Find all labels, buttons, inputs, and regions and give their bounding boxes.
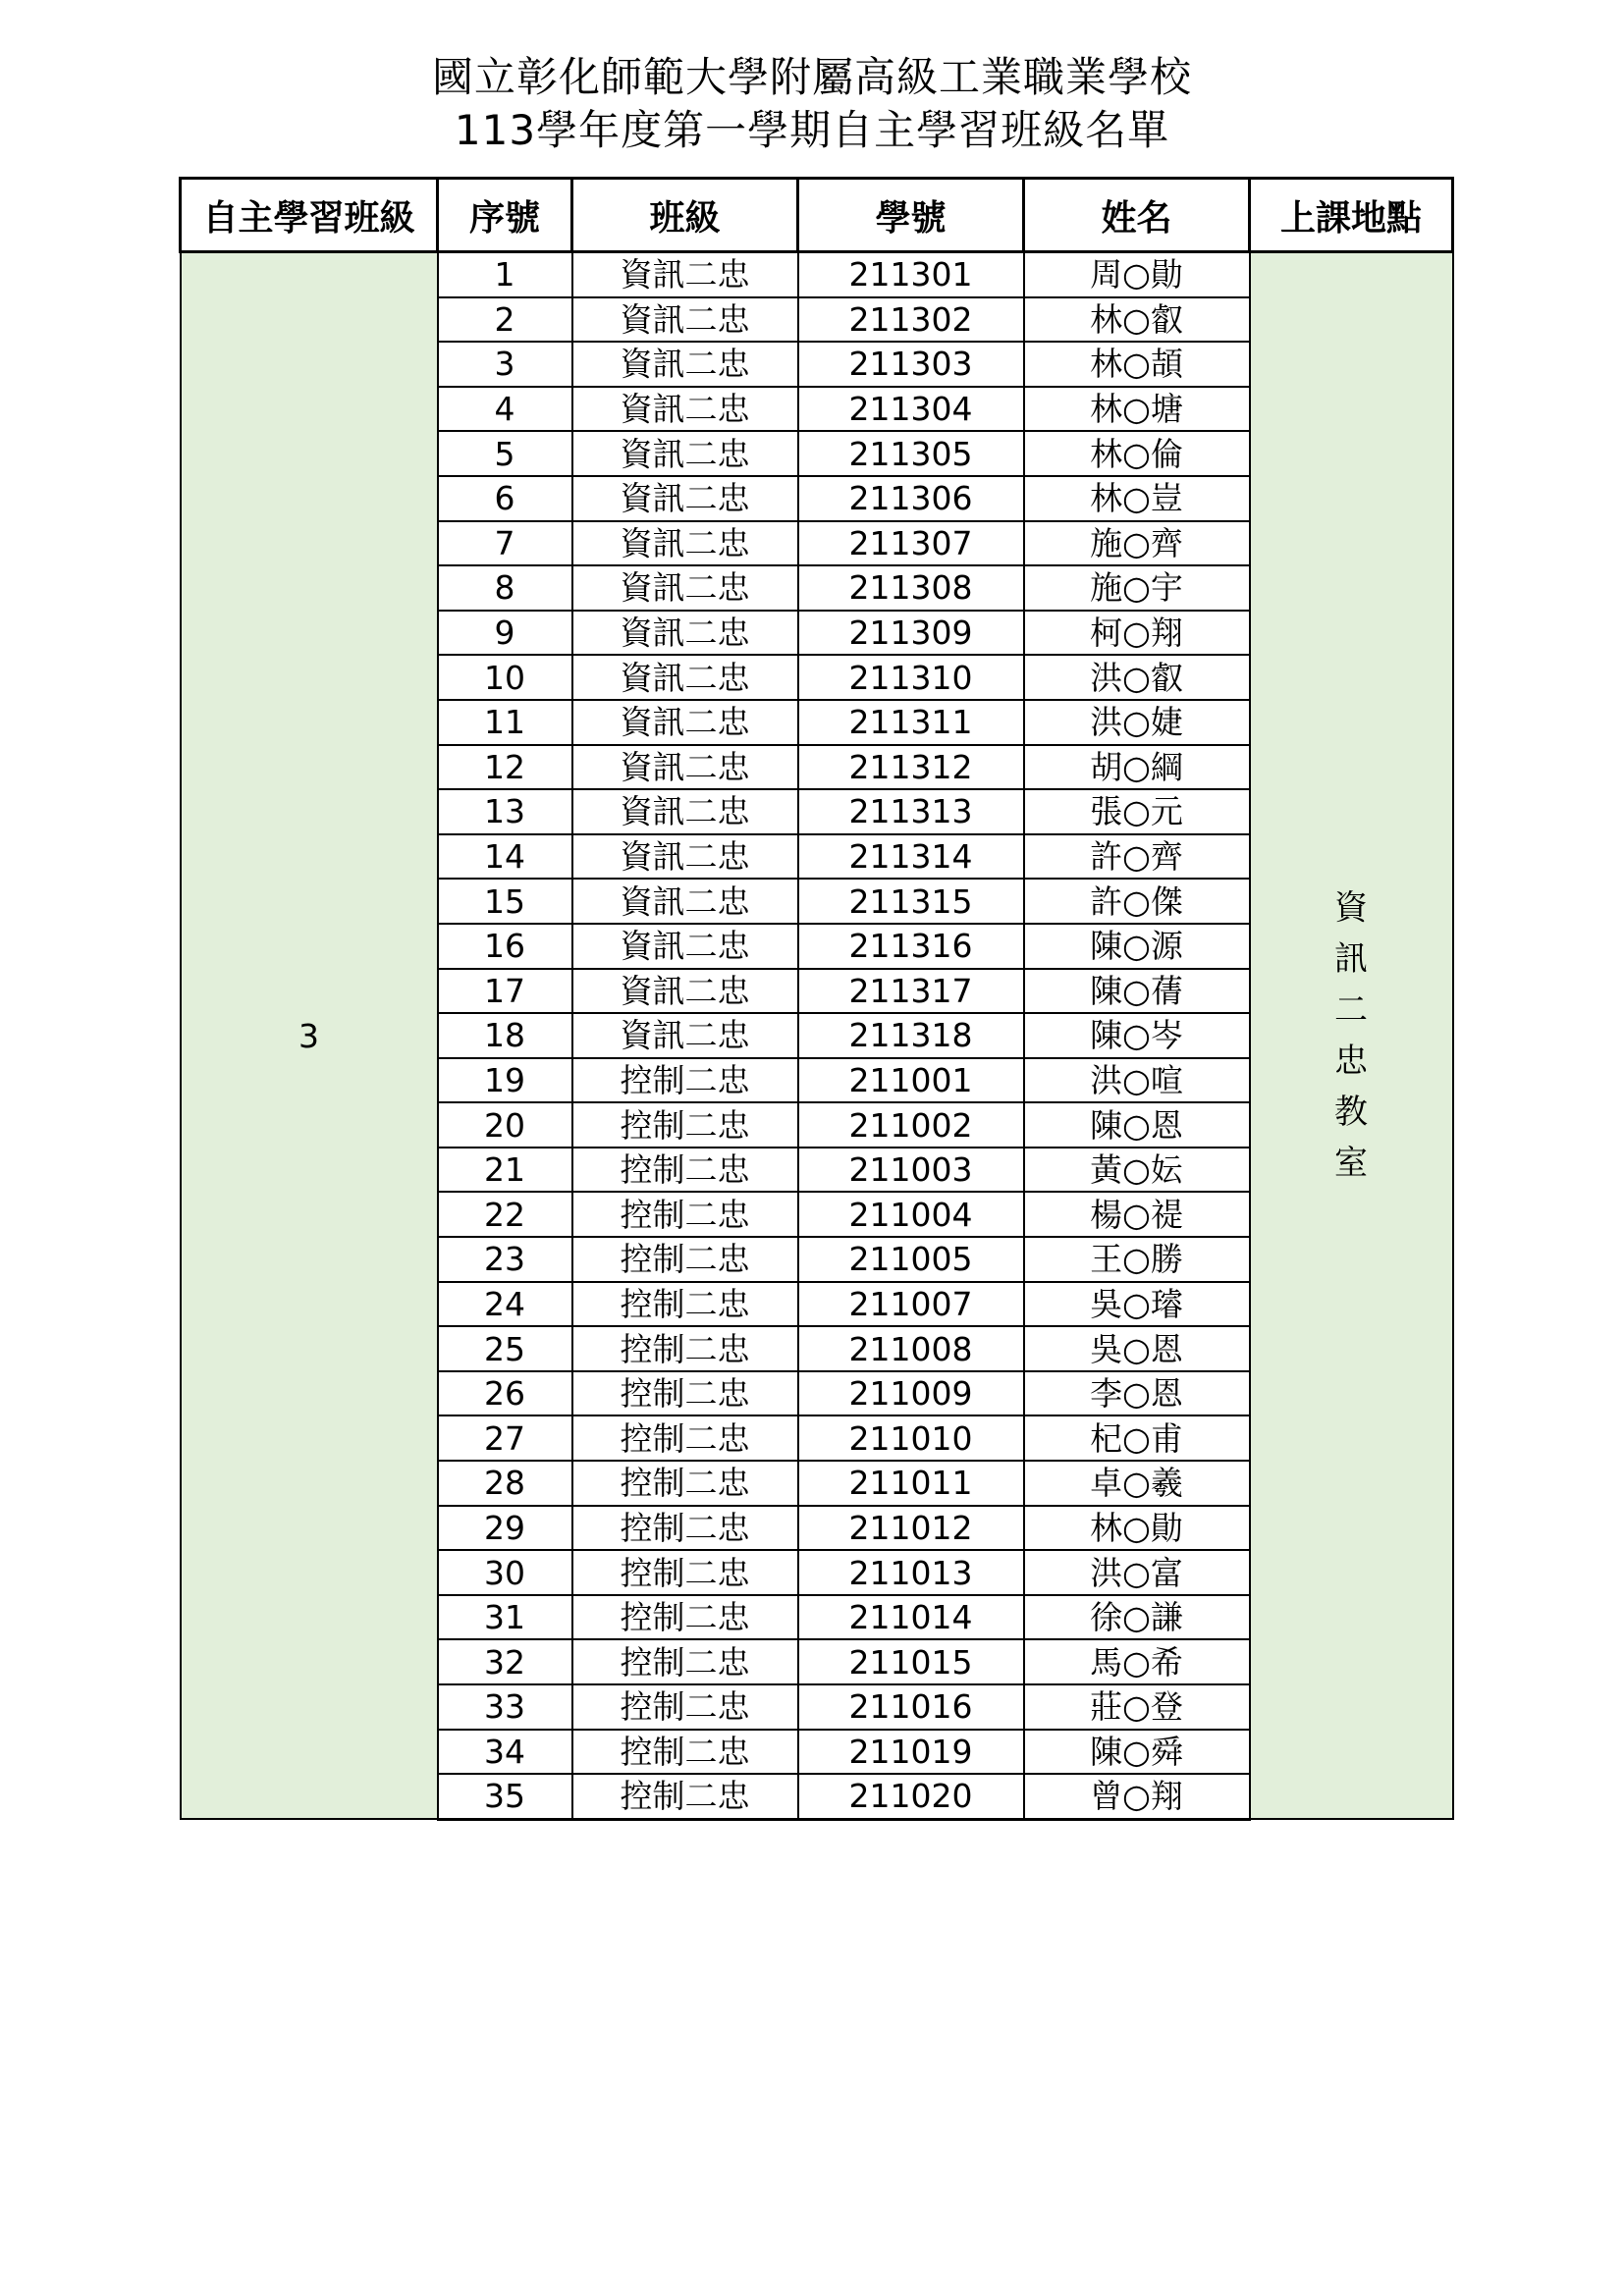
cell-class: 控制二忠 — [572, 1730, 798, 1775]
cell-name: 施○宇 — [1024, 565, 1250, 611]
location-cell — [1250, 252, 1453, 1820]
cell-name: 吳○璿 — [1024, 1282, 1250, 1327]
cell-student-id: 211303 — [798, 342, 1024, 387]
cell-number: 32 — [438, 1639, 572, 1684]
cell-number: 35 — [438, 1774, 572, 1819]
cell-class: 控制二忠 — [572, 1461, 798, 1506]
cell-student-id: 211311 — [798, 700, 1024, 745]
cell-name: 杞○甫 — [1024, 1415, 1250, 1461]
cell-student-id: 211015 — [798, 1639, 1024, 1684]
cell-class: 資訊二忠 — [572, 834, 798, 880]
cell-class: 資訊二忠 — [572, 1013, 798, 1058]
cell-number: 22 — [438, 1192, 572, 1237]
header-group: 自主學習班級 — [181, 179, 438, 252]
cell-class: 控制二忠 — [572, 1192, 798, 1237]
cell-class: 資訊二忠 — [572, 476, 798, 521]
cell-name: 林○勛 — [1024, 1506, 1250, 1551]
cell-name: 陳○源 — [1024, 924, 1250, 969]
cell-student-id: 211308 — [798, 565, 1024, 611]
group-cell: 3 — [181, 252, 438, 1820]
cell-name: 許○傑 — [1024, 879, 1250, 924]
cell-student-id: 211306 — [798, 476, 1024, 521]
cell-number: 16 — [438, 924, 572, 969]
cell-name: 林○塘 — [1024, 387, 1250, 432]
cell-number: 7 — [438, 521, 572, 566]
cell-name: 王○勝 — [1024, 1237, 1250, 1282]
cell-student-id: 211315 — [798, 879, 1024, 924]
cell-number: 21 — [438, 1148, 572, 1193]
cell-class: 資訊二忠 — [572, 297, 798, 343]
cell-student-id: 211008 — [798, 1326, 1024, 1371]
cell-student-id: 211004 — [798, 1192, 1024, 1237]
cell-student-id: 211020 — [798, 1774, 1024, 1819]
cell-class: 控制二忠 — [572, 1506, 798, 1551]
cell-name: 馬○希 — [1024, 1639, 1250, 1684]
cell-student-id: 211302 — [798, 297, 1024, 343]
header-student-id: 學號 — [798, 179, 1024, 252]
cell-name: 林○倫 — [1024, 431, 1250, 476]
location-char: 訊 — [1334, 939, 1368, 980]
cell-class: 資訊二忠 — [572, 655, 798, 700]
cell-class: 資訊二忠 — [572, 565, 798, 611]
cell-name: 洪○叡 — [1024, 655, 1250, 700]
list-title: 113學年度第一學期自主學習班級名單 — [454, 106, 1170, 154]
cell-class: 控制二忠 — [572, 1371, 798, 1416]
cell-student-id: 211019 — [798, 1730, 1024, 1775]
cell-name: 張○元 — [1024, 789, 1250, 834]
cell-number: 19 — [438, 1058, 572, 1103]
cell-name: 林○豈 — [1024, 476, 1250, 521]
header-row — [181, 179, 1453, 252]
header-number: 序號 — [438, 179, 572, 252]
cell-name: 洪○富 — [1024, 1550, 1250, 1595]
table-body — [181, 252, 1453, 1820]
cell-class: 控制二忠 — [572, 1237, 798, 1282]
cell-number: 10 — [438, 655, 572, 700]
cell-class: 控制二忠 — [572, 1684, 798, 1730]
cell-number: 3 — [438, 342, 572, 387]
cell-student-id: 211304 — [798, 387, 1024, 432]
cell-class: 控制二忠 — [572, 1639, 798, 1684]
cell-class: 資訊二忠 — [572, 924, 798, 969]
cell-name: 卓○羲 — [1024, 1461, 1250, 1506]
location-char: 忠 — [1334, 1041, 1368, 1082]
cell-class: 資訊二忠 — [572, 745, 798, 790]
cell-number: 23 — [438, 1237, 572, 1282]
cell-student-id: 211009 — [798, 1371, 1024, 1416]
cell-name: 徐○謙 — [1024, 1595, 1250, 1640]
document-title — [0, 51, 1624, 157]
cell-student-id: 211007 — [798, 1282, 1024, 1327]
cell-number: 24 — [438, 1282, 572, 1327]
cell-student-id: 211317 — [798, 969, 1024, 1014]
cell-name: 李○恩 — [1024, 1371, 1250, 1416]
cell-class: 資訊二忠 — [572, 342, 798, 387]
location-char: 室 — [1334, 1144, 1368, 1184]
cell-number: 33 — [438, 1684, 572, 1730]
cell-class: 資訊二忠 — [572, 431, 798, 476]
cell-name: 黃○妘 — [1024, 1148, 1250, 1193]
cell-number: 2 — [438, 297, 572, 343]
cell-student-id: 211301 — [798, 252, 1024, 297]
cell-student-id: 211010 — [798, 1415, 1024, 1461]
cell-student-id: 211011 — [798, 1461, 1024, 1506]
cell-class: 資訊二忠 — [572, 521, 798, 566]
cell-number: 18 — [438, 1013, 572, 1058]
cell-class: 資訊二忠 — [572, 611, 798, 656]
cell-student-id: 211014 — [798, 1595, 1024, 1640]
header-class: 班級 — [572, 179, 798, 252]
cell-name: 莊○登 — [1024, 1684, 1250, 1730]
cell-number: 12 — [438, 745, 572, 790]
cell-number: 13 — [438, 789, 572, 834]
cell-number: 29 — [438, 1506, 572, 1551]
cell-name: 許○齊 — [1024, 834, 1250, 880]
cell-student-id: 211316 — [798, 924, 1024, 969]
cell-number: 34 — [438, 1730, 572, 1775]
cell-student-id: 211013 — [798, 1550, 1024, 1595]
cell-number: 9 — [438, 611, 572, 656]
cell-class: 控制二忠 — [572, 1774, 798, 1819]
cell-student-id: 211012 — [798, 1506, 1024, 1551]
cell-class: 控制二忠 — [572, 1148, 798, 1193]
cell-class: 資訊二忠 — [572, 387, 798, 432]
cell-student-id: 211005 — [798, 1237, 1024, 1282]
cell-name: 林○頡 — [1024, 342, 1250, 387]
cell-number: 17 — [438, 969, 572, 1014]
location-char: 二 — [1334, 990, 1368, 1031]
cell-class: 資訊二忠 — [572, 700, 798, 745]
cell-name: 洪○喧 — [1024, 1058, 1250, 1103]
cell-number: 8 — [438, 565, 572, 611]
cell-number: 6 — [438, 476, 572, 521]
cell-student-id: 211314 — [798, 834, 1024, 880]
cell-name: 吳○恩 — [1024, 1326, 1250, 1371]
cell-number: 11 — [438, 700, 572, 745]
table-row — [181, 252, 1453, 297]
cell-number: 1 — [438, 252, 572, 297]
cell-number: 30 — [438, 1550, 572, 1595]
cell-name: 陳○岑 — [1024, 1013, 1250, 1058]
cell-student-id: 211016 — [798, 1684, 1024, 1730]
cell-number: 31 — [438, 1595, 572, 1640]
cell-student-id: 211309 — [798, 611, 1024, 656]
cell-name: 林○叡 — [1024, 297, 1250, 343]
cell-class: 控制二忠 — [572, 1550, 798, 1595]
cell-student-id: 211310 — [798, 655, 1024, 700]
cell-student-id: 211002 — [798, 1102, 1024, 1148]
cell-name: 柯○翔 — [1024, 611, 1250, 656]
cell-name: 陳○舜 — [1024, 1730, 1250, 1775]
cell-number: 25 — [438, 1326, 572, 1371]
cell-name: 曾○翔 — [1024, 1774, 1250, 1819]
cell-name: 楊○禔 — [1024, 1192, 1250, 1237]
cell-number: 20 — [438, 1102, 572, 1148]
cell-student-id: 211003 — [798, 1148, 1024, 1193]
cell-number: 5 — [438, 431, 572, 476]
cell-student-id: 211313 — [798, 789, 1024, 834]
school-name: 國立彰化師範大學附屬高級工業職業學校 — [431, 53, 1192, 101]
cell-name: 洪○婕 — [1024, 700, 1250, 745]
cell-name: 陳○蒨 — [1024, 969, 1250, 1014]
location-char: 教 — [1334, 1093, 1368, 1133]
cell-class: 資訊二忠 — [572, 969, 798, 1014]
cell-number: 15 — [438, 879, 572, 924]
cell-name: 陳○恩 — [1024, 1102, 1250, 1148]
cell-number: 27 — [438, 1415, 572, 1461]
cell-name: 施○齊 — [1024, 521, 1250, 566]
table-header — [181, 179, 1453, 252]
cell-student-id: 211307 — [798, 521, 1024, 566]
cell-name: 胡○綱 — [1024, 745, 1250, 790]
cell-number: 14 — [438, 834, 572, 880]
cell-class: 控制二忠 — [572, 1102, 798, 1148]
header-name: 姓名 — [1024, 179, 1250, 252]
cell-class: 控制二忠 — [572, 1415, 798, 1461]
cell-number: 28 — [438, 1461, 572, 1506]
cell-number: 4 — [438, 387, 572, 432]
cell-number: 26 — [438, 1371, 572, 1416]
cell-student-id: 211318 — [798, 1013, 1024, 1058]
cell-name: 周○勛 — [1024, 252, 1250, 297]
cell-student-id: 211312 — [798, 745, 1024, 790]
cell-class: 資訊二忠 — [572, 252, 798, 297]
cell-class: 控制二忠 — [572, 1326, 798, 1371]
cell-student-id: 211305 — [798, 431, 1024, 476]
cell-class: 控制二忠 — [572, 1058, 798, 1103]
cell-student-id: 211001 — [798, 1058, 1024, 1103]
cell-class: 資訊二忠 — [572, 879, 798, 924]
class-roster-table — [179, 177, 1454, 1821]
header-location: 上課地點 — [1250, 179, 1453, 252]
cell-class: 資訊二忠 — [572, 789, 798, 834]
cell-class: 控制二忠 — [572, 1282, 798, 1327]
location-char: 資 — [1334, 888, 1368, 929]
cell-class: 控制二忠 — [572, 1595, 798, 1640]
